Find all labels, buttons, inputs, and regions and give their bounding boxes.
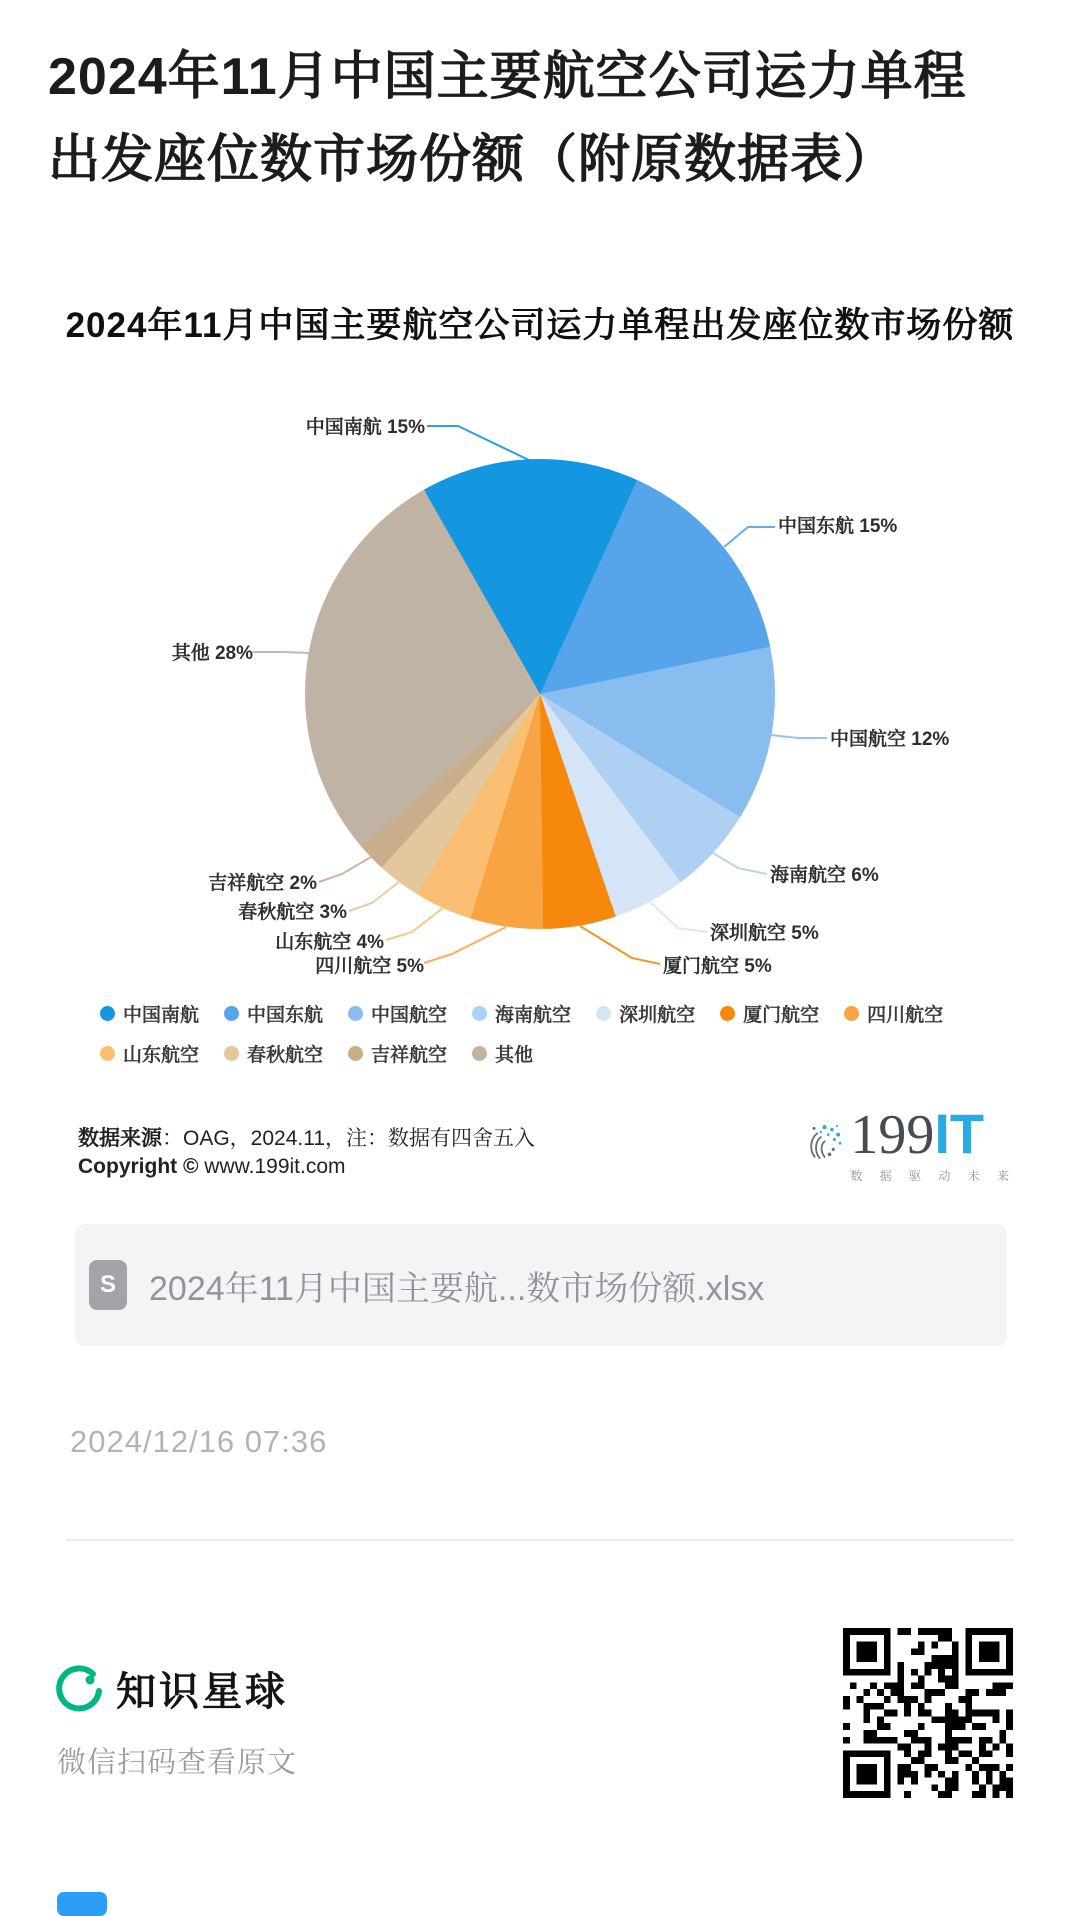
chart-legend	[100, 1000, 990, 1067]
slice-label: 深圳航空 5%	[710, 923, 819, 944]
legend-item[interactable]	[100, 1040, 199, 1067]
legend-label: 中国南航	[123, 1005, 200, 1026]
199it-tagline: 数 据 驱 动 未 来	[850, 1169, 1016, 1183]
slice-label: 其他 28%	[171, 643, 253, 664]
legend-label: 其他	[495, 1045, 534, 1066]
legend-dot-icon	[472, 1046, 487, 1061]
legend-dot-icon	[348, 1046, 363, 1061]
199it-wordmark-199: 199	[850, 1104, 935, 1166]
slice-label: 中国东航 15%	[778, 516, 898, 537]
199it-swirl-icon	[806, 1108, 844, 1176]
slice-label: 吉祥航空 2%	[208, 873, 317, 894]
legend-label: 厦门航空	[743, 1005, 820, 1026]
data-source-label: 数据来源	[78, 1127, 162, 1150]
slice-label: 厦门航空 5%	[663, 956, 772, 977]
199it-wordmark-it: IT	[934, 1102, 985, 1165]
legend-item[interactable]	[720, 1000, 819, 1027]
legend-item[interactable]	[100, 1000, 199, 1027]
legend-item[interactable]	[472, 1040, 533, 1067]
qr-code	[843, 1627, 1013, 1799]
attachment-card[interactable]	[75, 1224, 1007, 1346]
legend-dot-icon	[844, 1006, 859, 1021]
slice-label: 四川航空 5%	[315, 956, 424, 977]
legend-item[interactable]	[348, 1040, 447, 1067]
legend-dot-icon	[720, 1006, 735, 1021]
legend-dot-icon	[472, 1006, 487, 1021]
legend-dot-icon	[224, 1046, 239, 1061]
copyright-url: www.199it.com	[198, 1155, 346, 1178]
chart-title: 2024年11月中国主要航空公司运力单程出发座位数市场份额	[65, 306, 1015, 345]
legend-label: 山东航空	[123, 1045, 200, 1066]
legend-dot-icon	[100, 1006, 115, 1021]
slice-label: 山东航空 4%	[275, 932, 384, 953]
slice-label: 中国南航 15%	[305, 417, 425, 438]
legend-item[interactable]	[596, 1000, 695, 1027]
legend-label: 春秋航空	[247, 1045, 324, 1066]
legend-item[interactable]	[348, 1000, 447, 1027]
slice-label: 春秋航空 3%	[238, 902, 347, 923]
legend-label: 海南航空	[495, 1005, 572, 1026]
legend-dot-icon	[224, 1006, 239, 1021]
slice-label: 中国航空 12%	[830, 729, 950, 750]
cutoff-blue-element	[57, 1892, 107, 1916]
slice-label: 海南航空 6%	[770, 865, 879, 886]
pie-chart[interactable]	[305, 459, 775, 929]
footer-brand	[55, 1660, 288, 1717]
legend-item[interactable]	[224, 1040, 323, 1067]
legend-dot-icon	[100, 1046, 115, 1061]
divider-line	[66, 1539, 1014, 1541]
logo-199it	[806, 1102, 1016, 1184]
legend-dot-icon	[596, 1006, 611, 1021]
post-timestamp: 2024/12/16 07:36	[70, 1424, 328, 1459]
legend-label: 中国东航	[247, 1005, 324, 1026]
page-title	[48, 36, 998, 202]
legend-label: 深圳航空	[619, 1005, 696, 1026]
page-title-line2: 出发座位数市场份额（附原数据表）	[48, 131, 897, 189]
legend-item[interactable]	[472, 1000, 571, 1027]
attachment-filename: 2024年11月中国主要航...数市场份额.xlsx	[149, 1269, 765, 1308]
legend-label: 中国航空	[371, 1005, 448, 1026]
legend-label: 四川航空	[867, 1005, 944, 1026]
footer-brand-name: 知识星球	[116, 1670, 288, 1714]
footer-tagline: 微信扫码查看原文	[57, 1747, 298, 1779]
199it-wordmark	[850, 1102, 985, 1166]
legend-item[interactable]	[224, 1000, 323, 1027]
copyright-label: Copyright ©	[78, 1155, 199, 1178]
copyright-note	[78, 1155, 346, 1179]
page-title-line1: 2024年11月中国主要航空公司运力单程	[48, 48, 967, 106]
data-source-text: ：OAG，2024.11，注：数据有四舍五入	[162, 1127, 536, 1150]
data-source-note	[78, 1122, 535, 1152]
xlsx-file-icon: S	[89, 1260, 127, 1310]
legend-label: 吉祥航空	[371, 1045, 448, 1066]
legend-item[interactable]	[844, 1000, 943, 1027]
zsxq-logo-icon	[55, 1665, 103, 1713]
legend-dot-icon	[348, 1006, 363, 1021]
